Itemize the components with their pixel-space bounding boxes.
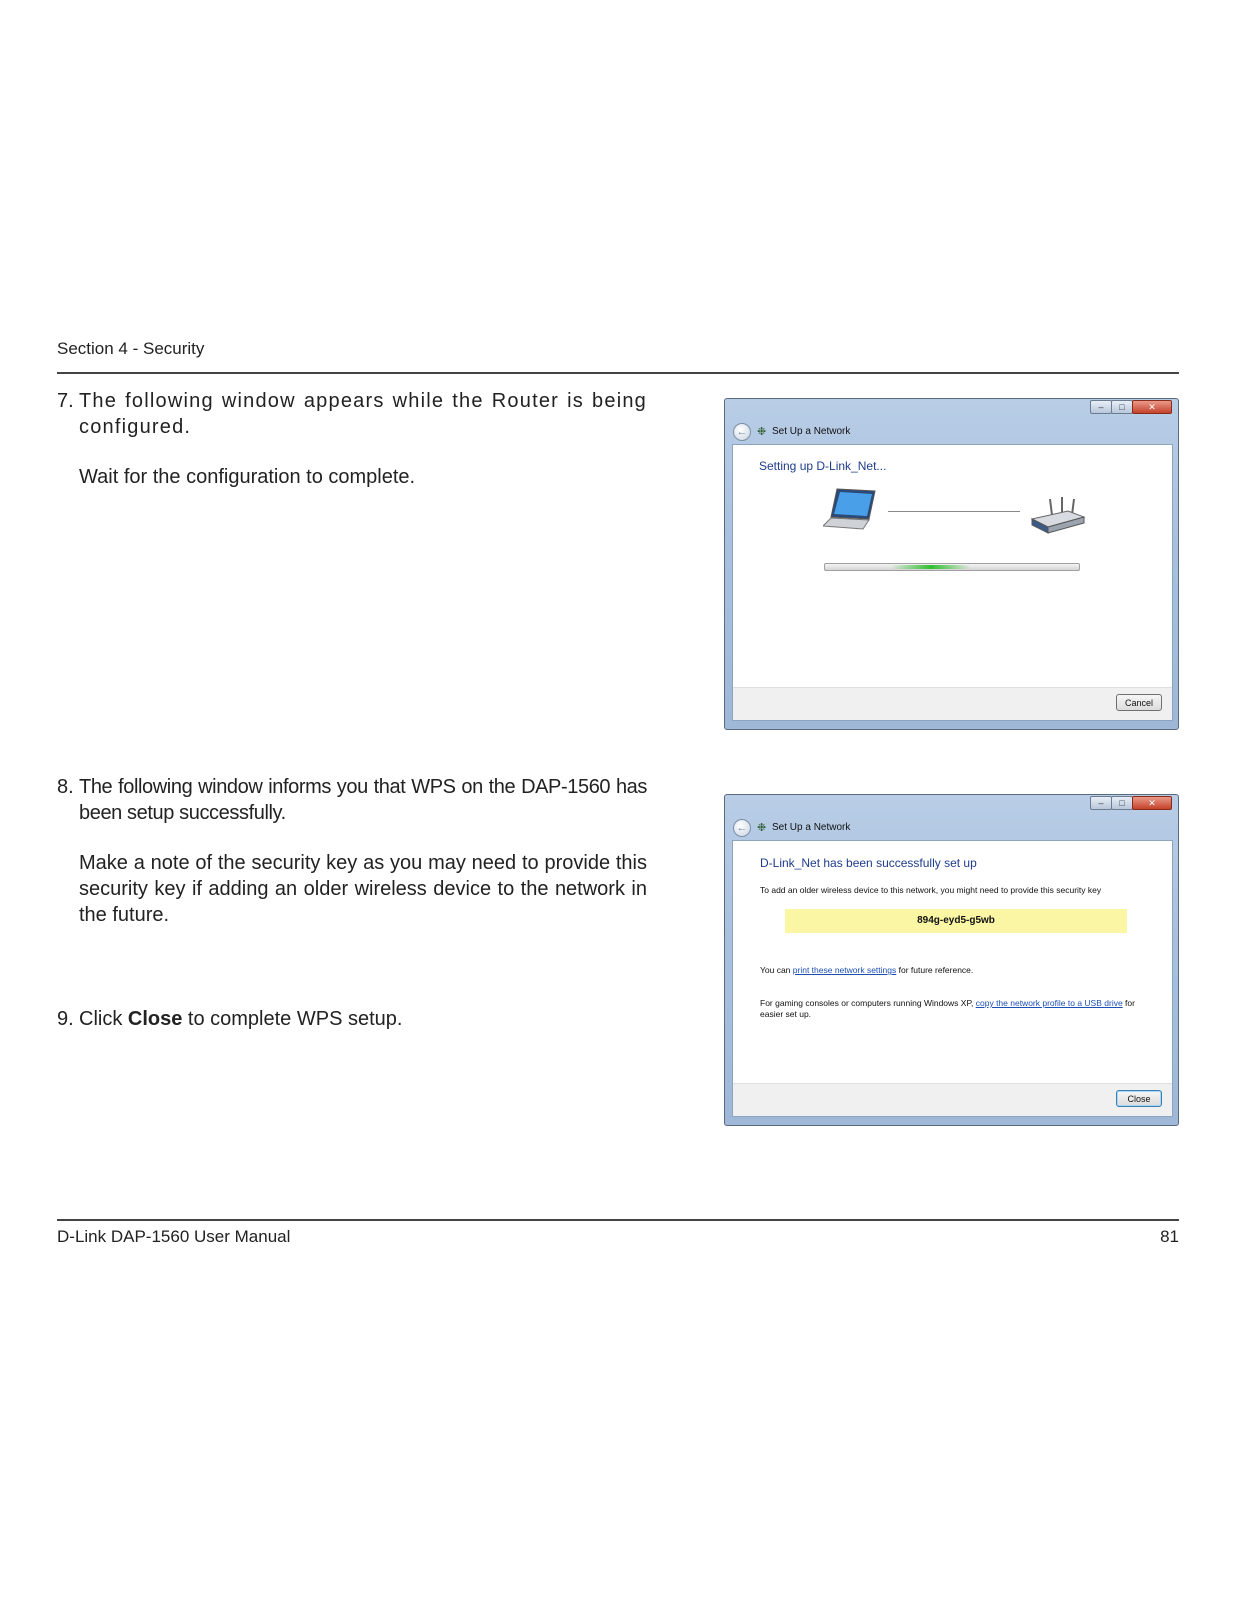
maximize-button[interactable]: □ — [1111, 796, 1133, 810]
print-settings-link[interactable]: print these network settings — [792, 965, 897, 975]
copy-profile-usb-link[interactable]: copy the network profile to a USB drive — [975, 998, 1123, 1008]
caption-buttons — [1091, 400, 1172, 414]
command-bar — [733, 687, 1172, 720]
close-button[interactable]: Close — [1116, 1090, 1162, 1107]
step-number: 7. — [57, 390, 74, 412]
minimize-button[interactable]: – — [1090, 796, 1112, 810]
maximize-button[interactable]: □ — [1111, 400, 1133, 414]
usb-profile-text — [760, 998, 1155, 1020]
step-note: Wait for the configuration to complete. — [79, 466, 416, 488]
router-icon — [1028, 495, 1086, 535]
print-text-pre: You can — [760, 965, 793, 975]
minimize-button[interactable]: – — [1090, 400, 1112, 414]
step-text — [79, 1006, 647, 1032]
dialog-heading: D-Link_Net has been successfully set up — [760, 856, 977, 870]
window-title: Set Up a Network — [772, 426, 851, 437]
footer-manual-title: D-Link DAP-1560 User Manual — [57, 1227, 291, 1246]
dialog-content — [732, 444, 1173, 721]
network-icon: ❉ — [757, 426, 767, 438]
step-text: The following window appears while the Router is being configured. — [79, 390, 647, 438]
command-bar — [733, 1083, 1172, 1116]
close-window-button[interactable]: ✕ — [1132, 796, 1172, 810]
connection-line — [888, 511, 1020, 512]
cancel-button[interactable]: Cancel — [1116, 694, 1162, 711]
print-settings-text — [760, 965, 1160, 976]
usb-text-pre: For gaming consoles or computers running Windows XP, — [760, 998, 976, 1008]
title-bar — [725, 399, 1178, 443]
window-title: Set Up a Network — [772, 822, 851, 833]
print-text-post: for future reference. — [896, 965, 974, 975]
instruction-text: To add an older wireless device to this network, you might need to provide this security key — [760, 885, 1102, 895]
security-key-box: 894g-eyd5-g5wb — [785, 909, 1127, 933]
progress-bar — [824, 563, 1080, 571]
step-text: The following window informs you that WPS on the DAP-1560 has been setup successfully. — [79, 776, 647, 824]
section-header: Section 4 - Security — [57, 339, 205, 358]
title-bar — [725, 795, 1178, 839]
close-window-button[interactable]: ✕ — [1132, 400, 1172, 414]
progress-indicator — [891, 565, 971, 569]
laptop-icon — [823, 485, 879, 533]
step-number: 8. — [57, 776, 74, 798]
dialog-heading: Setting up D-Link_Net... — [759, 459, 887, 473]
step-text-post: to complete WPS setup. — [182, 1008, 403, 1030]
setup-network-window-success — [724, 794, 1179, 1126]
setup-network-window-progress — [724, 398, 1179, 730]
step-text-pre: Click — [79, 1008, 128, 1030]
header-rule — [57, 372, 1179, 374]
step-9 — [57, 1006, 647, 1036]
caption-buttons — [1091, 796, 1172, 810]
step-note: Make a note of the security key as you may need to provide this security key if adding an older wireless device to the network in the future. — [79, 852, 647, 926]
network-icon: ❉ — [757, 822, 767, 834]
step-7 — [57, 388, 647, 498]
back-arrow-icon[interactable]: ← — [733, 819, 751, 837]
step-8 — [57, 774, 647, 934]
step-text-bold: Close — [127, 1008, 183, 1030]
usb-text-post: for easier set up. — [760, 998, 1135, 1019]
footer-rule — [57, 1219, 1179, 1221]
page-number: 81 — [1160, 1227, 1179, 1246]
step-number: 9. — [57, 1008, 74, 1030]
back-arrow-icon[interactable]: ← — [733, 423, 751, 441]
dialog-content — [732, 840, 1173, 1117]
